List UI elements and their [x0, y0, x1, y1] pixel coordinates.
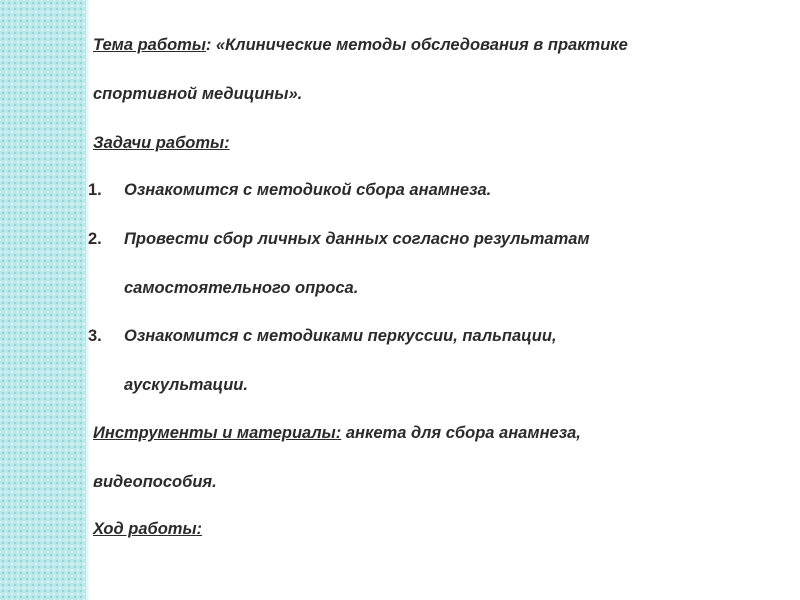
topic-line-1	[93, 35, 628, 55]
materials-line-1	[93, 423, 581, 443]
task-item-3-cont	[124, 375, 248, 395]
materials-text-1: анкета для сбора анамнеза,	[341, 424, 581, 442]
task-item-2-cont	[124, 278, 358, 298]
materials-label: Инструменты и материалы:	[93, 424, 342, 442]
task-number-1: 1.	[88, 181, 102, 199]
task-text-3b: аускультации.	[124, 376, 248, 394]
materials-text-2: видеопособия.	[93, 473, 217, 491]
procedure-heading: Ход работы:	[93, 520, 203, 538]
task-text-1: Ознакомится с методикой сбора анамнеза.	[124, 181, 492, 199]
task-text-3a: Ознакомится с методиками перкуссии, пальпации,	[124, 327, 557, 345]
topic-line-2	[93, 84, 302, 104]
topic-text-2: спортивной медицины».	[93, 85, 303, 103]
procedure-heading-line	[93, 519, 202, 539]
tasks-heading: Задачи работы:	[93, 134, 230, 152]
topic-colon: :	[205, 36, 212, 54]
topic-text-1: «Клинические методы обследования в практике	[211, 36, 628, 54]
task-number-2: 2.	[88, 230, 102, 248]
topic-label: Тема работы	[93, 36, 206, 54]
task-number-3: 3.	[88, 327, 102, 345]
task-text-2b: самостоятельного опроса.	[124, 279, 359, 297]
materials-line-2	[93, 472, 217, 492]
task-text-2a: Провести сбор личных данных согласно результатам	[124, 230, 590, 248]
tasks-heading-line	[93, 133, 230, 153]
